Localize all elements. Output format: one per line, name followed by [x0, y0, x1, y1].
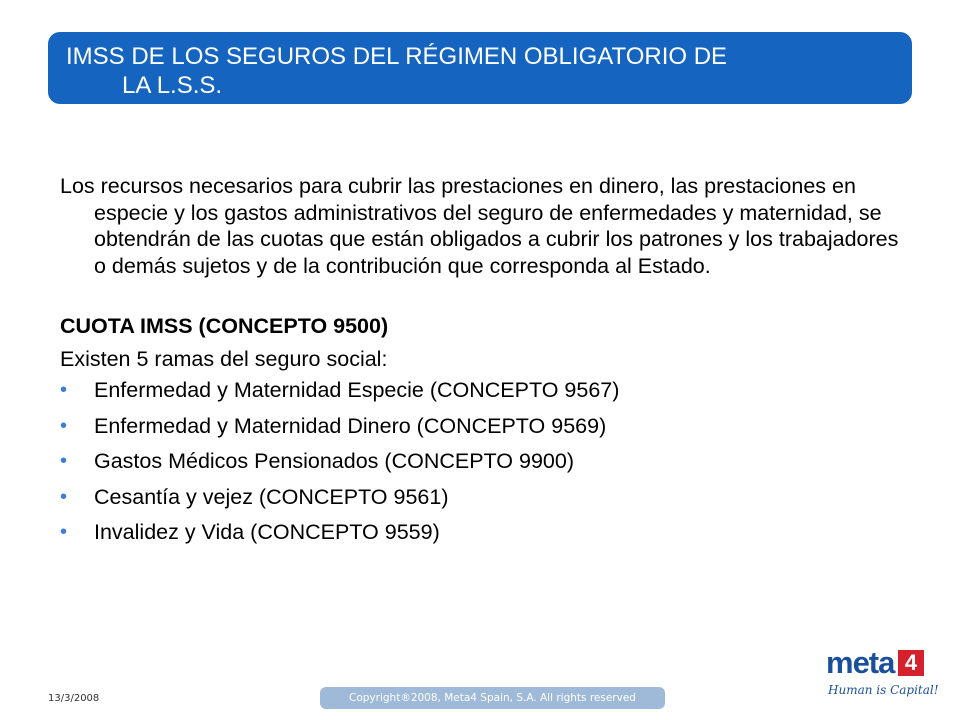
bullet-icon: • — [60, 485, 68, 508]
list-item — [60, 448, 910, 475]
section-intro: Existen 5 ramas del seguro social: — [60, 346, 388, 371]
list-item — [60, 413, 910, 440]
bullet-list — [60, 377, 910, 546]
list-item — [60, 519, 910, 546]
slide-title-line-2: LA L.S.S. — [122, 72, 223, 99]
title-bar — [48, 32, 912, 104]
list-item-text: Invalidez y Vida (CONCEPTO 9559) — [94, 520, 440, 544]
bullet-icon: • — [60, 521, 68, 543]
bullet-icon: • — [60, 379, 68, 401]
slide-content — [60, 173, 910, 555]
footer-copyright: Copyright®2008, Meta4 Spain, S.A. All rights reserved — [320, 687, 665, 709]
slide-title-line-1: IMSS DE LOS SEGUROS DEL RÉGIMEN OBLIGATORIO DE — [66, 43, 728, 70]
list-item-text: Gastos Médicos Pensionados (CONCEPTO 9900) — [94, 449, 574, 473]
list-item-text: Enfermedad y Maternidad Especie (CONCEPTO 9567) — [94, 378, 620, 402]
logo-wordmark: meta — [826, 645, 895, 680]
section-heading: CUOTA IMSS (CONCEPTO 9500) — [60, 314, 389, 338]
bullet-icon: • — [60, 450, 68, 472]
list-item-text: Cesantía y vejez (CONCEPTO 9561) — [94, 484, 449, 509]
meta4-logo — [826, 645, 939, 702]
list-item-text: Enfermedad y Maternidad Dinero (CONCEPTO 9569) — [94, 413, 607, 438]
footer-date: 13/3/2008 — [48, 693, 100, 704]
logo-tagline: Human is Capital! — [828, 683, 939, 697]
bullet-icon: • — [60, 414, 68, 437]
intro-paragraph: Los recursos necesarios para cubrir las prestaciones en dinero, las prestaciones en especie y los gastos administrativos del seguro de enfermedades y maternidad, se obtendrán de las cuotas que están obligados a cubrir los patrones y los trabajadores o demás sujetos y de la contribución que corresponda al Estado. — [60, 174, 899, 278]
list-item — [60, 484, 910, 511]
logo-mark: 4 — [898, 650, 924, 676]
list-item — [60, 377, 910, 404]
